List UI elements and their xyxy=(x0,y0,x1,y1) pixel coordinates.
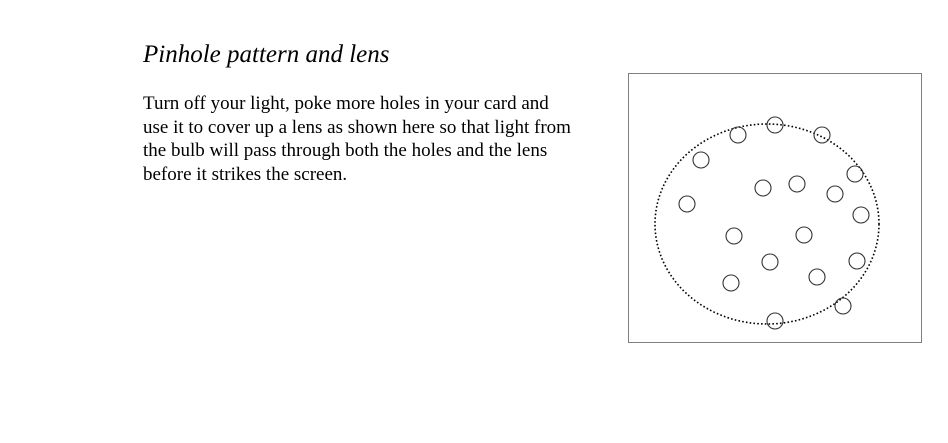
pinhole xyxy=(814,127,830,143)
pinhole xyxy=(827,186,843,202)
pinhole xyxy=(789,176,805,192)
paragraph-line: before it strikes the screen. xyxy=(143,163,348,185)
pinhole xyxy=(730,127,746,143)
pinhole xyxy=(849,253,865,269)
pinhole xyxy=(847,166,863,182)
pinhole xyxy=(767,313,783,329)
lens-outline xyxy=(655,124,879,324)
paragraph-line: the bulb will pass through both the holes and the lens xyxy=(143,140,548,161)
pinhole xyxy=(853,207,869,223)
pinhole-lens-figure xyxy=(628,73,922,343)
pinhole xyxy=(693,152,709,168)
pinhole xyxy=(796,227,812,243)
pinhole xyxy=(679,196,695,212)
pinhole xyxy=(809,269,825,285)
section-title: Pinhole pattern and lens xyxy=(143,41,390,68)
pinhole xyxy=(726,228,742,244)
pinhole xyxy=(762,254,778,270)
pinhole xyxy=(755,180,771,196)
paragraph-line: use it to cover up a lens as shown here so that light from xyxy=(143,116,571,138)
pinhole xyxy=(835,298,851,314)
paragraph-line: Turn off your light, poke more holes in your card and xyxy=(143,93,549,114)
lens-diagram xyxy=(629,74,923,344)
instruction-paragraph xyxy=(143,92,571,186)
pinhole xyxy=(723,275,739,291)
